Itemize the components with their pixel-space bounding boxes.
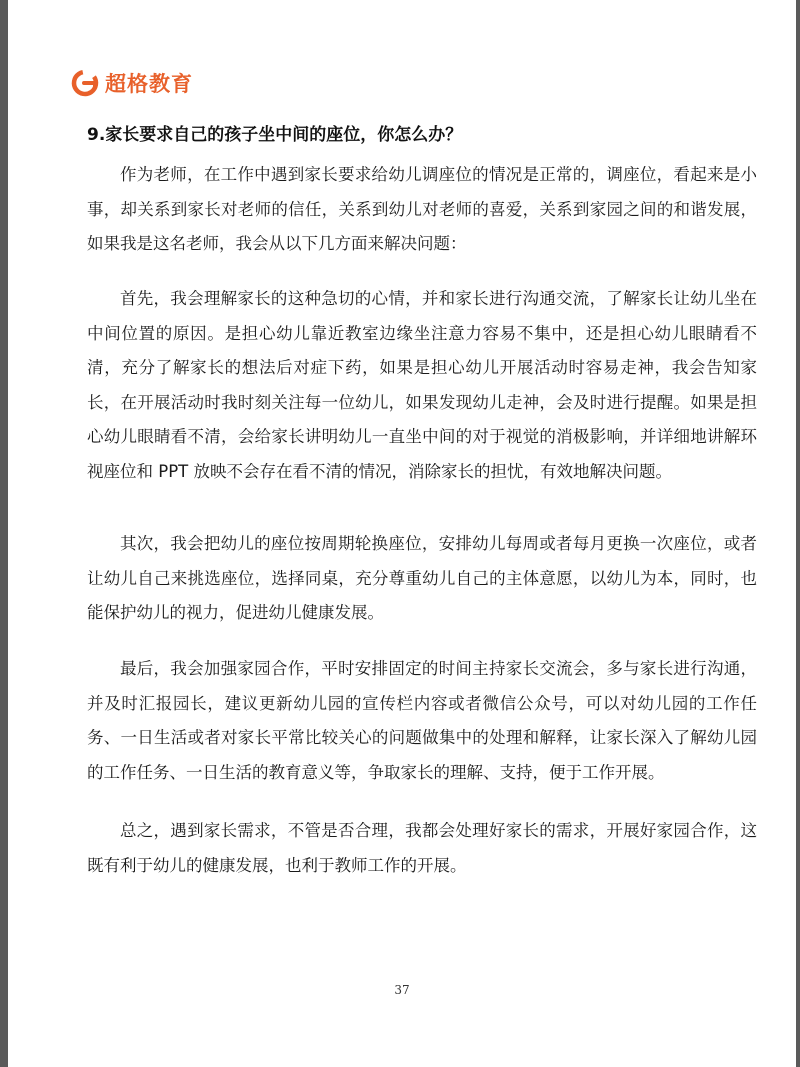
brand-logo bbox=[70, 66, 193, 100]
paragraph-intro: 作为老师，在工作中遇到家长要求给幼儿调座位的情况是正常的，调座位，看起来是小事，却关系到家长对老师的信任，关系到幼儿对老师的喜爱，关系到家园之间的和谐发展，如果我是这名老师，我会从以下几方面来解决问题： bbox=[87, 165, 757, 253]
question-heading: 9.家长要求自己的孩子坐中间的座位，你怎么办？ bbox=[87, 125, 463, 145]
paragraph-first: 首先，我会理解家长的这种急切的心情，并和家长进行沟通交流，了解家长让幼儿坐在中间位置的原因。是担心幼儿靠近教室边缘坐注意力容易不集中，还是担心幼儿眼睛看不清，充分了解家长的想法后对症下药，如果是担心幼儿开展活动时容易走神，我会告知家长，在开展活动时我时刻关注每一位幼儿，如果发现幼儿走神，会及时进行提醒。如果是担心幼儿眼睛看不清，会给家长讲明幼儿一直坐中间的对于视觉的消极影响，并详细地讲解环视座位和 PPT 放映不会存在看不清的情况，消除家长的担忧，有效地解决问题。 bbox=[87, 289, 757, 481]
brand-name: 超格教育 bbox=[105, 72, 193, 96]
paragraph-last: 最后，我会加强家园合作，平时安排固定的时间主持家长交流会，多与家长进行沟通，并及时汇报园长，建议更新幼儿园的宣传栏内容或者微信公众号，可以对幼儿园的工作任务、一日生活或者对家长平常比较关心的问题做集中的处理和解释，让家长深入了解幼儿园的工作任务、一日生活的教育意义等，争取家长的理解、支持，便于工作开展。 bbox=[87, 659, 757, 782]
page-number: 37 bbox=[394, 983, 410, 997]
document-page bbox=[8, 0, 796, 1067]
g-logo-icon bbox=[70, 68, 100, 98]
paragraph-second: 其次，我会把幼儿的座位按周期轮换座位，安排幼儿每周或者每月更换一次座位，或者让幼儿自己来挑选座位，选择同桌，充分尊重幼儿自己的主体意愿，以幼儿为本，同时，也能保护幼儿的视力，促进幼儿健康发展。 bbox=[87, 534, 757, 622]
paragraph-conclusion: 总之，遇到家长需求，不管是否合理，我都会处理好家长的需求，开展好家园合作，这既有利于幼儿的健康发展，也利于教师工作的开展。 bbox=[87, 821, 757, 875]
